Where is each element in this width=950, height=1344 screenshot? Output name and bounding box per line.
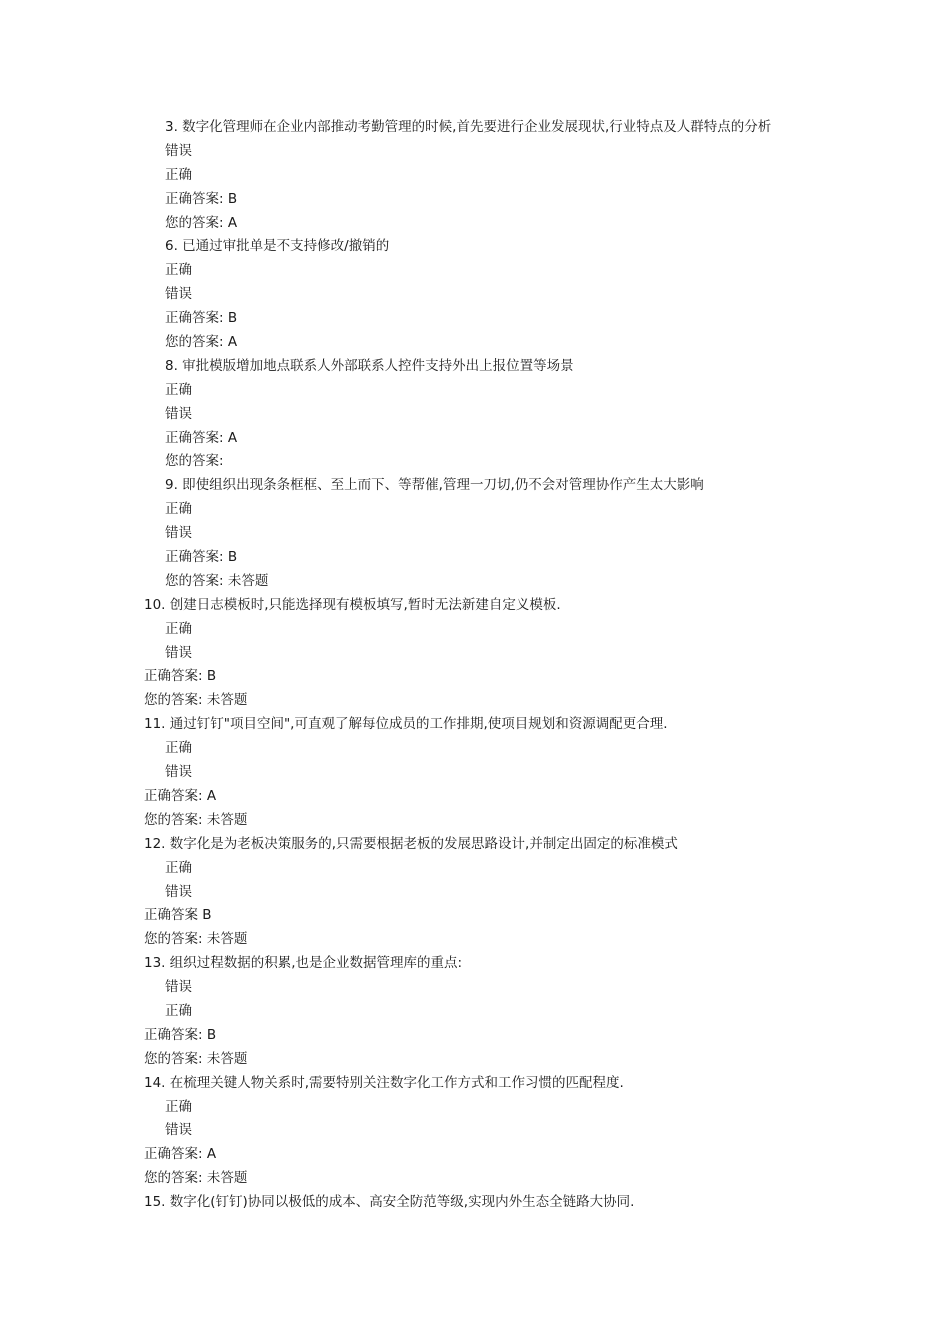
question-text: 12. 数字化是为老板决策服务的,只需要根据老板的发展思路设计,并制定出固定的标准模式	[144, 835, 678, 852]
answer-option: 正确	[165, 166, 192, 183]
your-answer: 您的答案: A	[165, 214, 238, 231]
question-text: 6. 已通过审批单是不支持修改/撤销的	[165, 238, 390, 255]
document-body	[0, 116, 950, 1215]
your-answer: 您的答案: 未答题	[165, 572, 269, 589]
answer-option: 错误	[165, 142, 192, 159]
answer-option: 错误	[165, 525, 192, 542]
correct-answer: 正确答案: B	[165, 549, 238, 566]
question-text: 8. 审批模版增加地点联系人外部联系人控件支持外出上报位置等场景	[165, 357, 574, 374]
your-answer: 您的答案: 未答题	[144, 1170, 248, 1187]
question-text: 3. 数字化管理师在企业内部推动考勤管理的时候,首先要进行企业发展现状,行业特点及人群特点的分析	[165, 119, 772, 135]
answer-option: 正确	[165, 1098, 192, 1115]
correct-answer: 正确答案: A	[144, 787, 217, 804]
question-text: 13. 组织过程数据的积累,也是企业数据管理库的重点:	[144, 955, 463, 972]
correct-answer: 正确答案: A	[165, 429, 238, 446]
question-text: 14. 在梳理关键人物关系时,需要特别关注数字化工作方式和工作习惯的匹配程度.	[144, 1074, 624, 1091]
question-text: 9. 即使组织出现条条框框、至上而下、等帮催,管理一刀切,仍不会对管理协作产生太大影响	[165, 477, 704, 494]
your-answer: 您的答案: 未答题	[144, 811, 248, 828]
answer-option: 正确	[165, 1002, 192, 1019]
answer-option: 错误	[165, 1122, 192, 1139]
your-answer: 您的答案:	[165, 453, 224, 470]
correct-answer: 正确答案: B	[165, 310, 238, 327]
answer-option: 正确	[165, 381, 192, 398]
your-answer: 您的答案: A	[165, 334, 238, 351]
answer-option: 错误	[165, 405, 192, 422]
your-answer: 您的答案: 未答题	[144, 1050, 248, 1067]
your-answer: 您的答案: 未答题	[144, 931, 248, 948]
your-answer: 您的答案: 未答题	[144, 692, 248, 709]
answer-option: 正确	[165, 859, 192, 876]
correct-answer: 正确答案: B	[144, 668, 217, 685]
answer-option: 错误	[165, 644, 192, 661]
question-text: 15. 数字化(钉钉)协同以极低的成本、高安全防范等级,实现内外生态全链路大协同.	[144, 1194, 635, 1211]
correct-answer: 正确答案: B	[165, 190, 238, 207]
answer-option: 错误	[165, 764, 192, 781]
answer-option: 错误	[165, 979, 192, 996]
correct-answer: 正确答案 B	[144, 907, 212, 924]
answer-option: 错误	[165, 883, 192, 900]
correct-answer: 正确答案: B	[144, 1026, 217, 1043]
answer-option: 正确	[165, 620, 192, 637]
question-text: 10. 创建日志模板时,只能选择现有模板填写,暂时无法新建自定义模板.	[144, 596, 561, 613]
answer-option: 正确	[165, 262, 192, 279]
answer-option: 正确	[165, 740, 192, 757]
answer-option: 正确	[165, 501, 192, 518]
correct-answer: 正确答案: A	[144, 1146, 217, 1163]
answer-option: 错误	[165, 286, 192, 303]
question-text: 11. 通过钉钉"项目空间",可直观了解每位成员的工作排期,使项目规划和资源调配更合理.	[144, 716, 668, 733]
